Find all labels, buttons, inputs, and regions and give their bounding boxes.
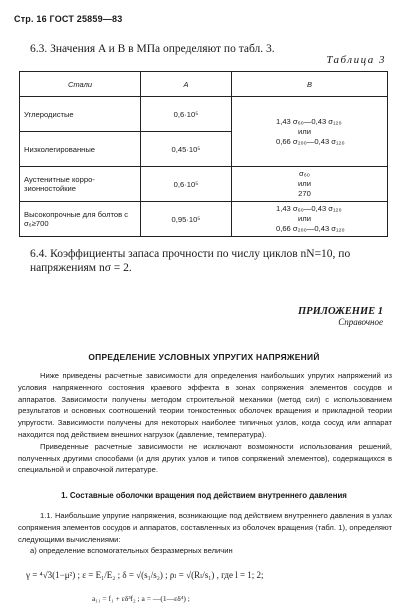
cell-steel: Аустенитные корро-зионностойкие xyxy=(20,167,141,202)
page-header: Стр. 16 ГОСТ 25859—83 xyxy=(14,14,123,24)
col-header-steel: Стали xyxy=(20,72,141,97)
body-text xyxy=(18,370,392,476)
paragraph: Приведенные расчетные зависимости не исключают возможности использования решений, полученных другими способами (и для других узлов и типов сопряжений элементов), содержащихся в специальной и справочной литературе. xyxy=(18,441,392,475)
paragraph: Ниже приведены расчетные зависимости для определения наибольших упругих напряжений из условия напряженного состояния краевого эффекта в зонах сопряжения элементов сосудов и аппаратов. Зависимости получены методом строительной механики (метод сил) с использованием результатов и основных соотношений теории тонкостенных оболочек вращения и прикладной теории упругости. Зависимости получены для некоторых наиболее типичных узлов, когда сосуд или аппарат находится под действием внешних нагрузок (давление, температура). xyxy=(18,371,392,439)
cell-b-line: или xyxy=(298,214,311,223)
cell-a: 0,95·10⁵ xyxy=(141,202,232,237)
cell-steel: Низколегированные xyxy=(20,132,141,167)
table-header-row xyxy=(20,72,388,97)
cell-b-line: или xyxy=(298,126,311,136)
cell-b-line: 270 xyxy=(298,189,311,198)
col-header-b: B xyxy=(232,72,388,97)
cell-a: 0,6·10⁵ xyxy=(141,167,232,202)
cell-b xyxy=(232,167,388,202)
table-row xyxy=(20,97,388,132)
section-6-3: 6.3. Значения A и B в МПа определяют по табл. 3. xyxy=(30,43,275,55)
cell-steel: Высокопрочные для болтов с σ₆≥700 xyxy=(20,202,141,237)
cell-b-line: 1,43 σ₆₀—0,43 σ₁₂₀ xyxy=(276,116,342,126)
cell-a: 0,45·10⁵ xyxy=(141,132,232,167)
table-row xyxy=(20,167,388,202)
table-row xyxy=(20,202,388,237)
appendix-label xyxy=(298,306,383,327)
cell-b-line: или xyxy=(298,179,311,188)
cell-b xyxy=(232,97,388,167)
cell-b-line: 0,66 σ₂₀₀—0,43 σ₁₂₀ xyxy=(276,136,345,146)
section-title: ОПРЕДЕЛЕНИЕ УСЛОВНЫХ УПРУГИХ НАПРЯЖЕНИЙ xyxy=(88,352,320,362)
cell-b-line: 0,66 σ₂₀₀—0,43 σ₁₂₀ xyxy=(276,224,345,233)
appendix-subtitle: Справочное xyxy=(338,317,383,327)
paragraph: 1.1. Наибольшие упругие напряжения, возникающие под действием внутреннего давления в узлах сопряжения элементов сосудов и аппаратов, составленных из оболочек вращения (табл. 1), определяют следующими вычислениями: xyxy=(18,511,392,544)
appendix-title: ПРИЛОЖЕНИЕ 1 xyxy=(298,306,383,317)
table-caption: Таблица 3 xyxy=(326,54,386,66)
cell-b-line: 1,43 σ₆₀—0,43 σ₁₂₀ xyxy=(276,204,342,213)
cell-a: 0,6·10⁵ xyxy=(141,97,232,132)
formula-main: γ = ⁴√3(1−μ²) ; ε = E₁/E₂ ; δ = √(s₁/s₂) ; ρₗ = √(Rₗ/s₁) , где l = 1; 2; xyxy=(26,570,264,580)
section-6-4: 6.4. Коэффициенты запаса прочности по числу циклов nN=10, по напряжениям nσ = 2. xyxy=(30,248,351,274)
body-text-2 xyxy=(18,510,392,557)
cell-b-line: σ₆₀ xyxy=(299,169,310,178)
col-header-a: A xyxy=(141,72,232,97)
formula-sub: a₁₁ = f₁ + εδ³f₂ ; a = —(1—εδ⁴) ; xyxy=(92,594,190,603)
subsection-title: 1. Составные оболочки вращения под действием внутреннего давления xyxy=(61,491,347,500)
cell-b xyxy=(232,202,388,237)
cell-steel: Углеродистые xyxy=(20,97,141,132)
list-item: а) определение вспомогательных безразмерных величин xyxy=(30,546,233,556)
table-3 xyxy=(19,71,388,237)
